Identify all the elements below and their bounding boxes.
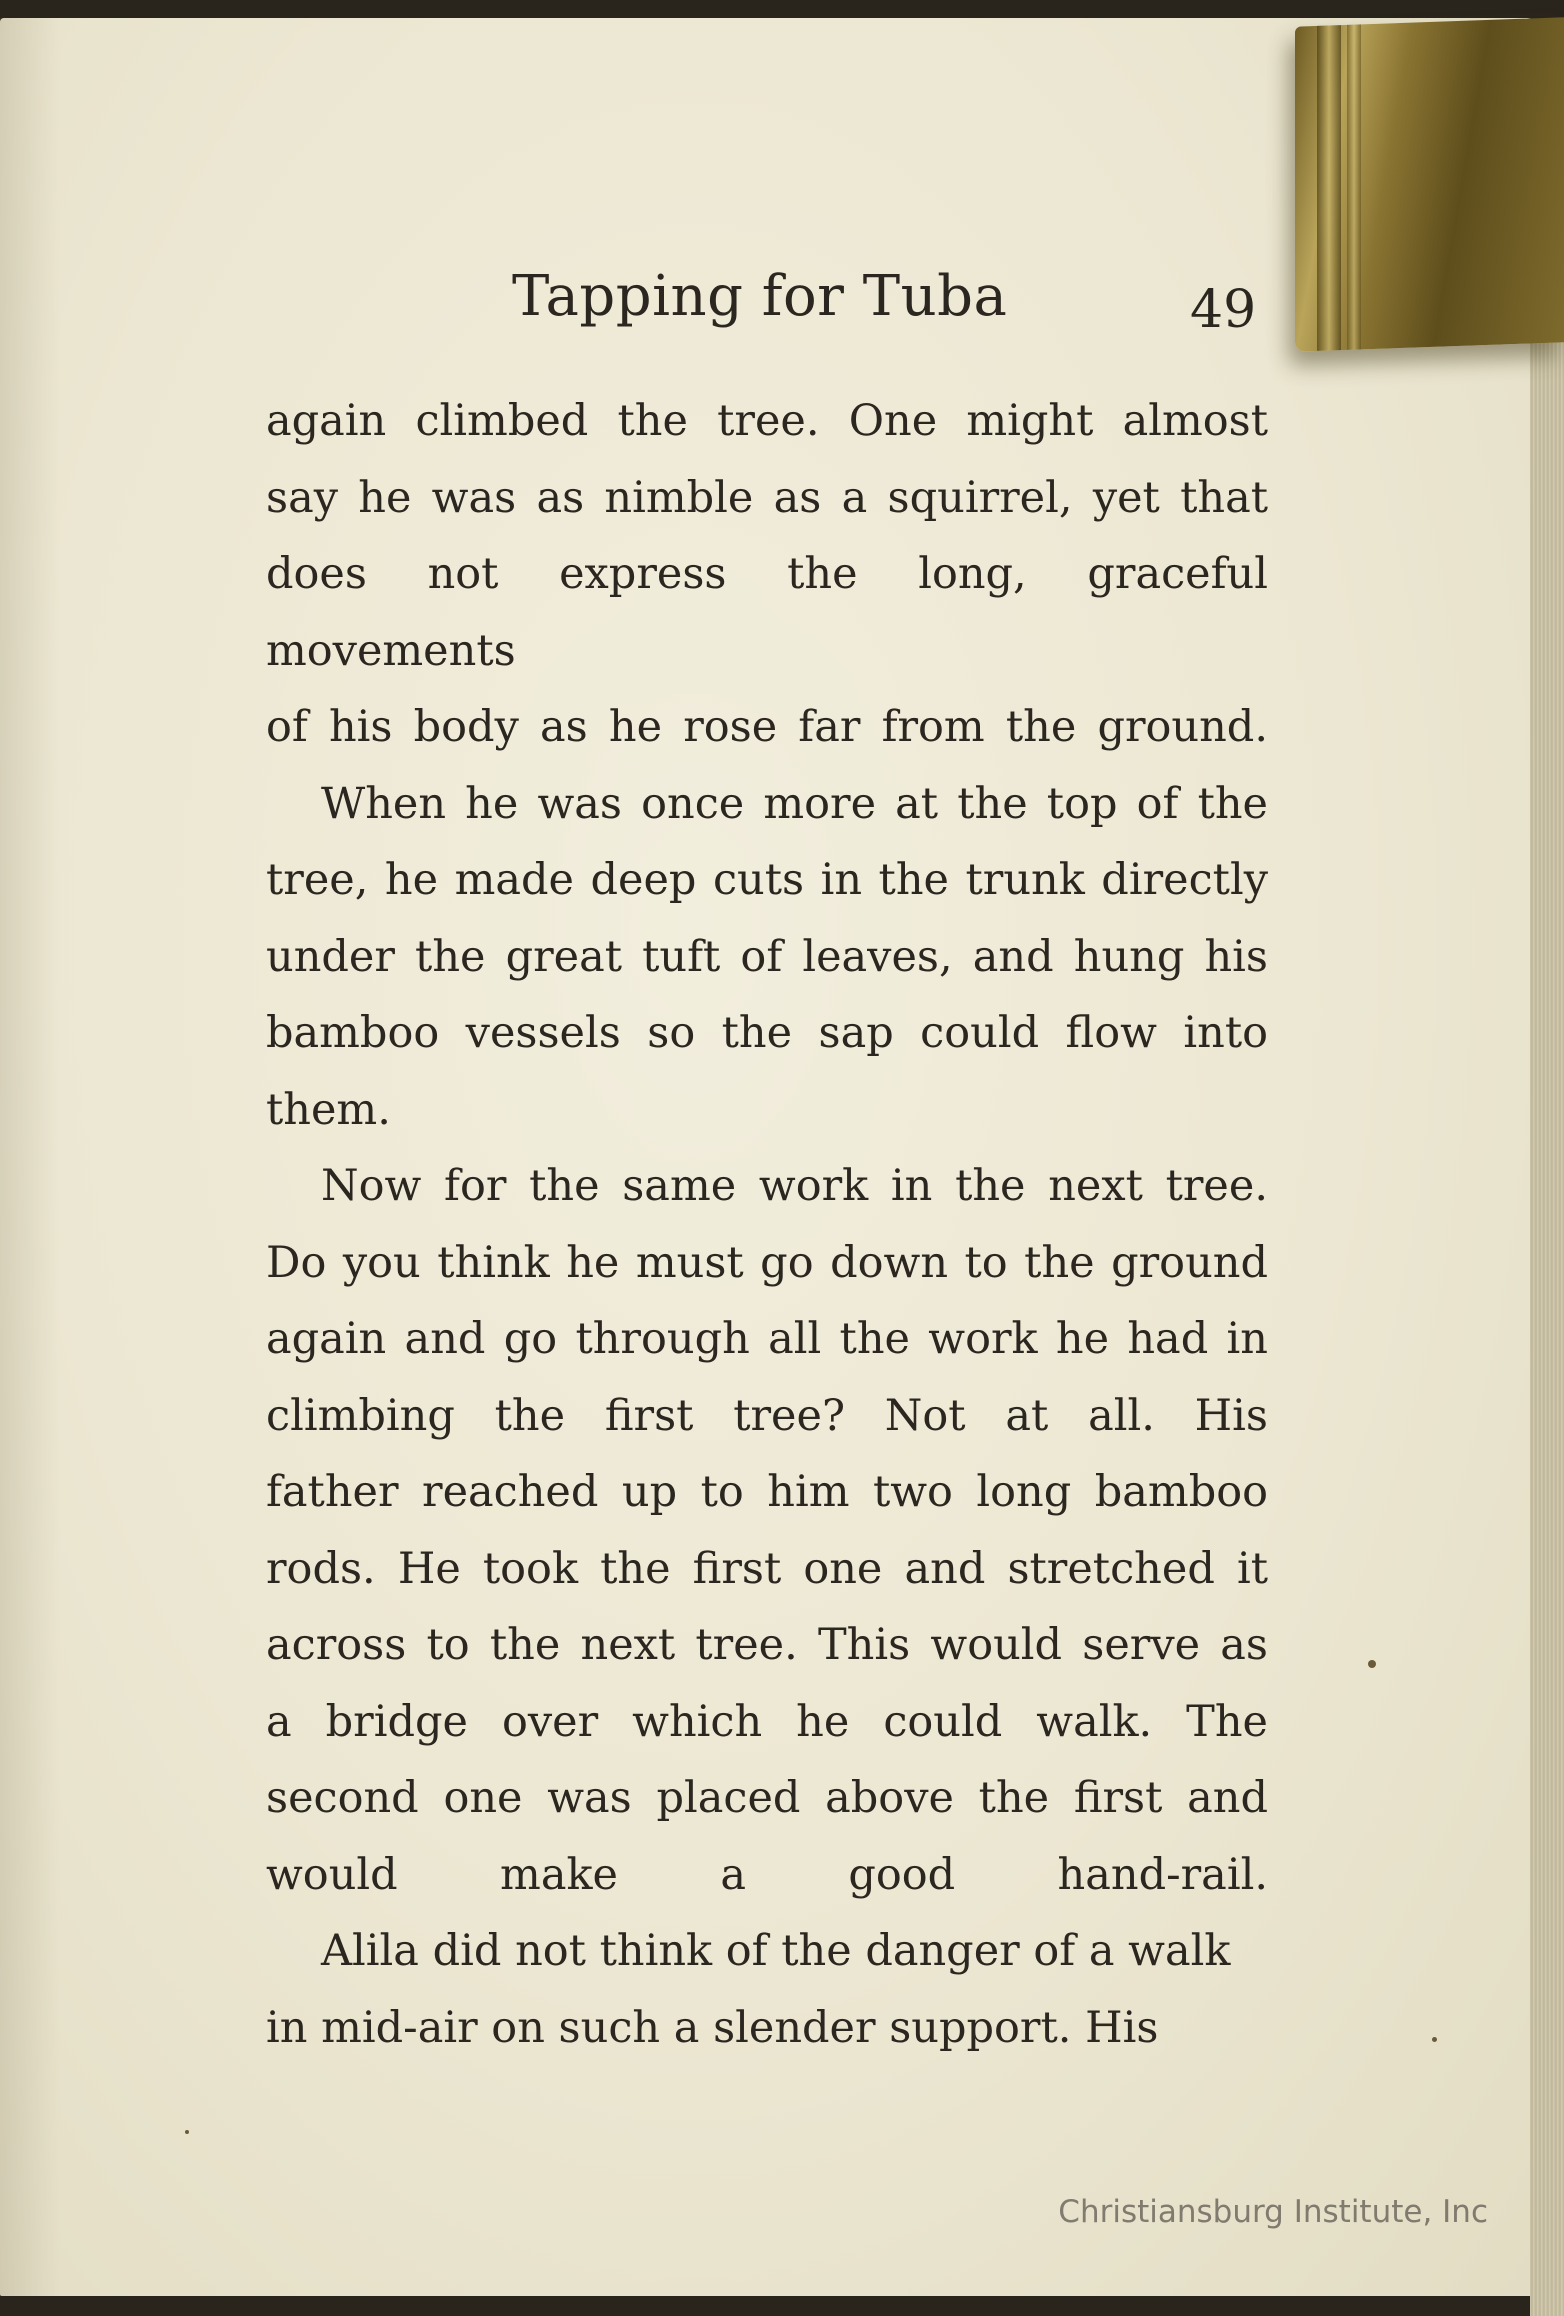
text-line: of his body as he rose far from the ground. — [266, 702, 1268, 752]
paragraph — [266, 383, 1268, 766]
text-line: under the great tuft of leaves, and hung his — [266, 931, 1268, 982]
text-line: rods. He took the first one and stretched it — [266, 1543, 1268, 1594]
paper-speck — [1432, 2037, 1437, 2042]
text-line: second one was placed above the first and — [266, 1773, 1268, 1823]
text-line: again climbed the tree. One might almost — [266, 396, 1268, 446]
text-line: tree, he made deep cuts in the trunk directly — [266, 855, 1268, 905]
text-line: Do you think he must go down to the ground — [266, 1237, 1268, 1288]
text-line: across to the next tree. This would serve as — [266, 1620, 1268, 1670]
text-line: Alila did not think of the danger of a walk — [321, 1926, 1231, 1976]
paper-speck — [185, 2130, 189, 2134]
page-number: 49 — [1190, 280, 1257, 340]
paragraph — [266, 766, 1268, 1149]
paragraph — [266, 1148, 1268, 1913]
text-line: say he was as nimble as a squirrel, yet that — [266, 472, 1268, 523]
watermark: Christiansburg Institute, Inc — [1058, 2194, 1488, 2230]
text-line: When he was once more at the top of the — [321, 778, 1268, 829]
brass-clip — [1295, 17, 1564, 351]
text-line: a bridge over which he could walk. The — [266, 1696, 1268, 1747]
text-line: in mid-air on such a slender support. His — [266, 2002, 1159, 2053]
binding-shadow — [0, 18, 60, 2296]
text-line: does not express the long, graceful movements — [266, 549, 1268, 676]
text-line: Now for the same work in the next tree. — [321, 1161, 1268, 1211]
paragraph — [266, 1913, 1268, 2066]
text-line: again and go through all the work he had in — [266, 1314, 1268, 1364]
text-line: father reached up to him two long bamboo — [266, 1467, 1268, 1517]
text-line: would make a good hand-rail. — [266, 1849, 1268, 1900]
paper-speck — [1368, 1660, 1376, 1668]
body-text — [266, 383, 1268, 2066]
text-line: bamboo vessels so the sap could flow into — [266, 1008, 1268, 1058]
running-head: Tapping for Tuba — [512, 264, 1008, 329]
text-line: them. — [266, 1084, 391, 1135]
text-line: climbing the first tree? Not at all. His — [266, 1390, 1268, 1441]
page-edge — [1530, 330, 1564, 2316]
